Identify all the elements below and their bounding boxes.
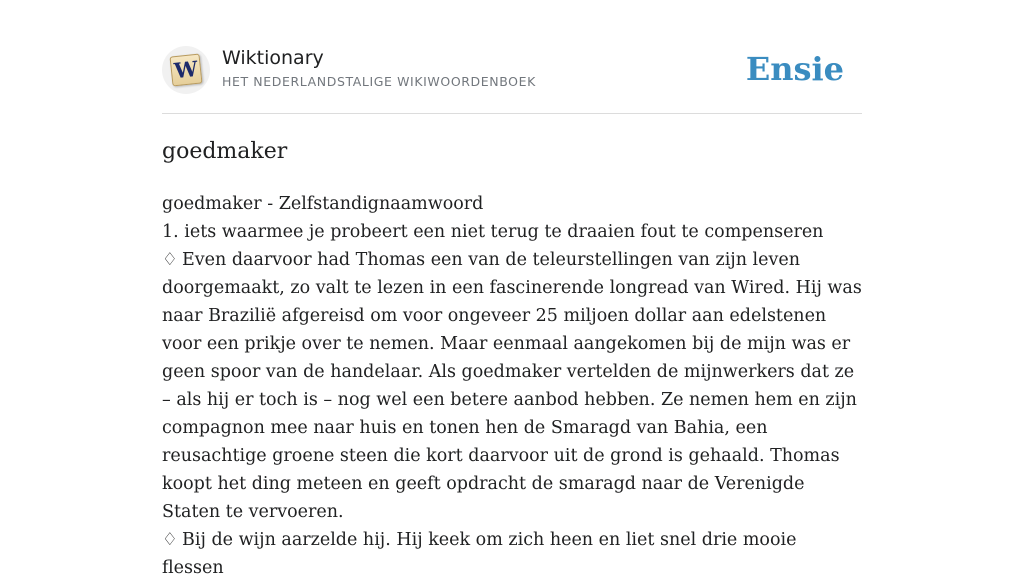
logo-tile-icon <box>170 54 203 87</box>
definition: 1. iets waarmee je probeert een niet terug te draaien fout te compenseren <box>162 222 824 242</box>
example-sentence <box>162 246 862 526</box>
word-type-line: goedmaker - Zelfstandignaamwoord <box>162 194 484 214</box>
logo-letter: W <box>172 55 199 84</box>
site-header <box>162 44 862 114</box>
site-subtitle: HET NEDERLANDSTALIGE WIKIWOORDENBOEK <box>222 74 536 89</box>
example-sentence <box>162 526 862 582</box>
entry-content <box>162 190 862 582</box>
example-marker-icon: ♢ <box>162 530 178 550</box>
example-text: Even daarvoor had Thomas een van de teleurstellingen van zijn leven doorgemaakt, zo valt te lezen in een fascinerende longread van Wired. Hij was naar Brazilië afgereisd om voor ongeveer 25 miljoen dollar aan edelstenen voor een prikje over te nemen. Maar eenmaal aangekomen bij de mijn was er geen spoor van de handelaar. Als goedmaker vertelden de mijnwerkers dat ze – als hij er toch is – nog wel een betere aanbod hebben. Ze nemen hem en zijn compagnon mee naar huis en tonen hen de Smaragd van Bahia, een reusachtige groene steen die kort daarvoor uit de grond is gehaald. Thomas koopt het ding meteen en geeft opdracht de smaragd naar de Verenigde Staten te vervoeren. <box>162 250 862 522</box>
example-text: Bij de wijn aarzelde hij. Hij keek om zich heen en liet snel drie mooie flessen <box>162 530 797 578</box>
page-title: goedmaker <box>162 139 288 164</box>
ensie-brand-link[interactable]: Ensie <box>745 50 844 88</box>
site-title[interactable]: Wiktionary <box>222 47 324 69</box>
wiktionary-logo[interactable] <box>162 46 210 94</box>
example-marker-icon: ♢ <box>162 250 178 270</box>
